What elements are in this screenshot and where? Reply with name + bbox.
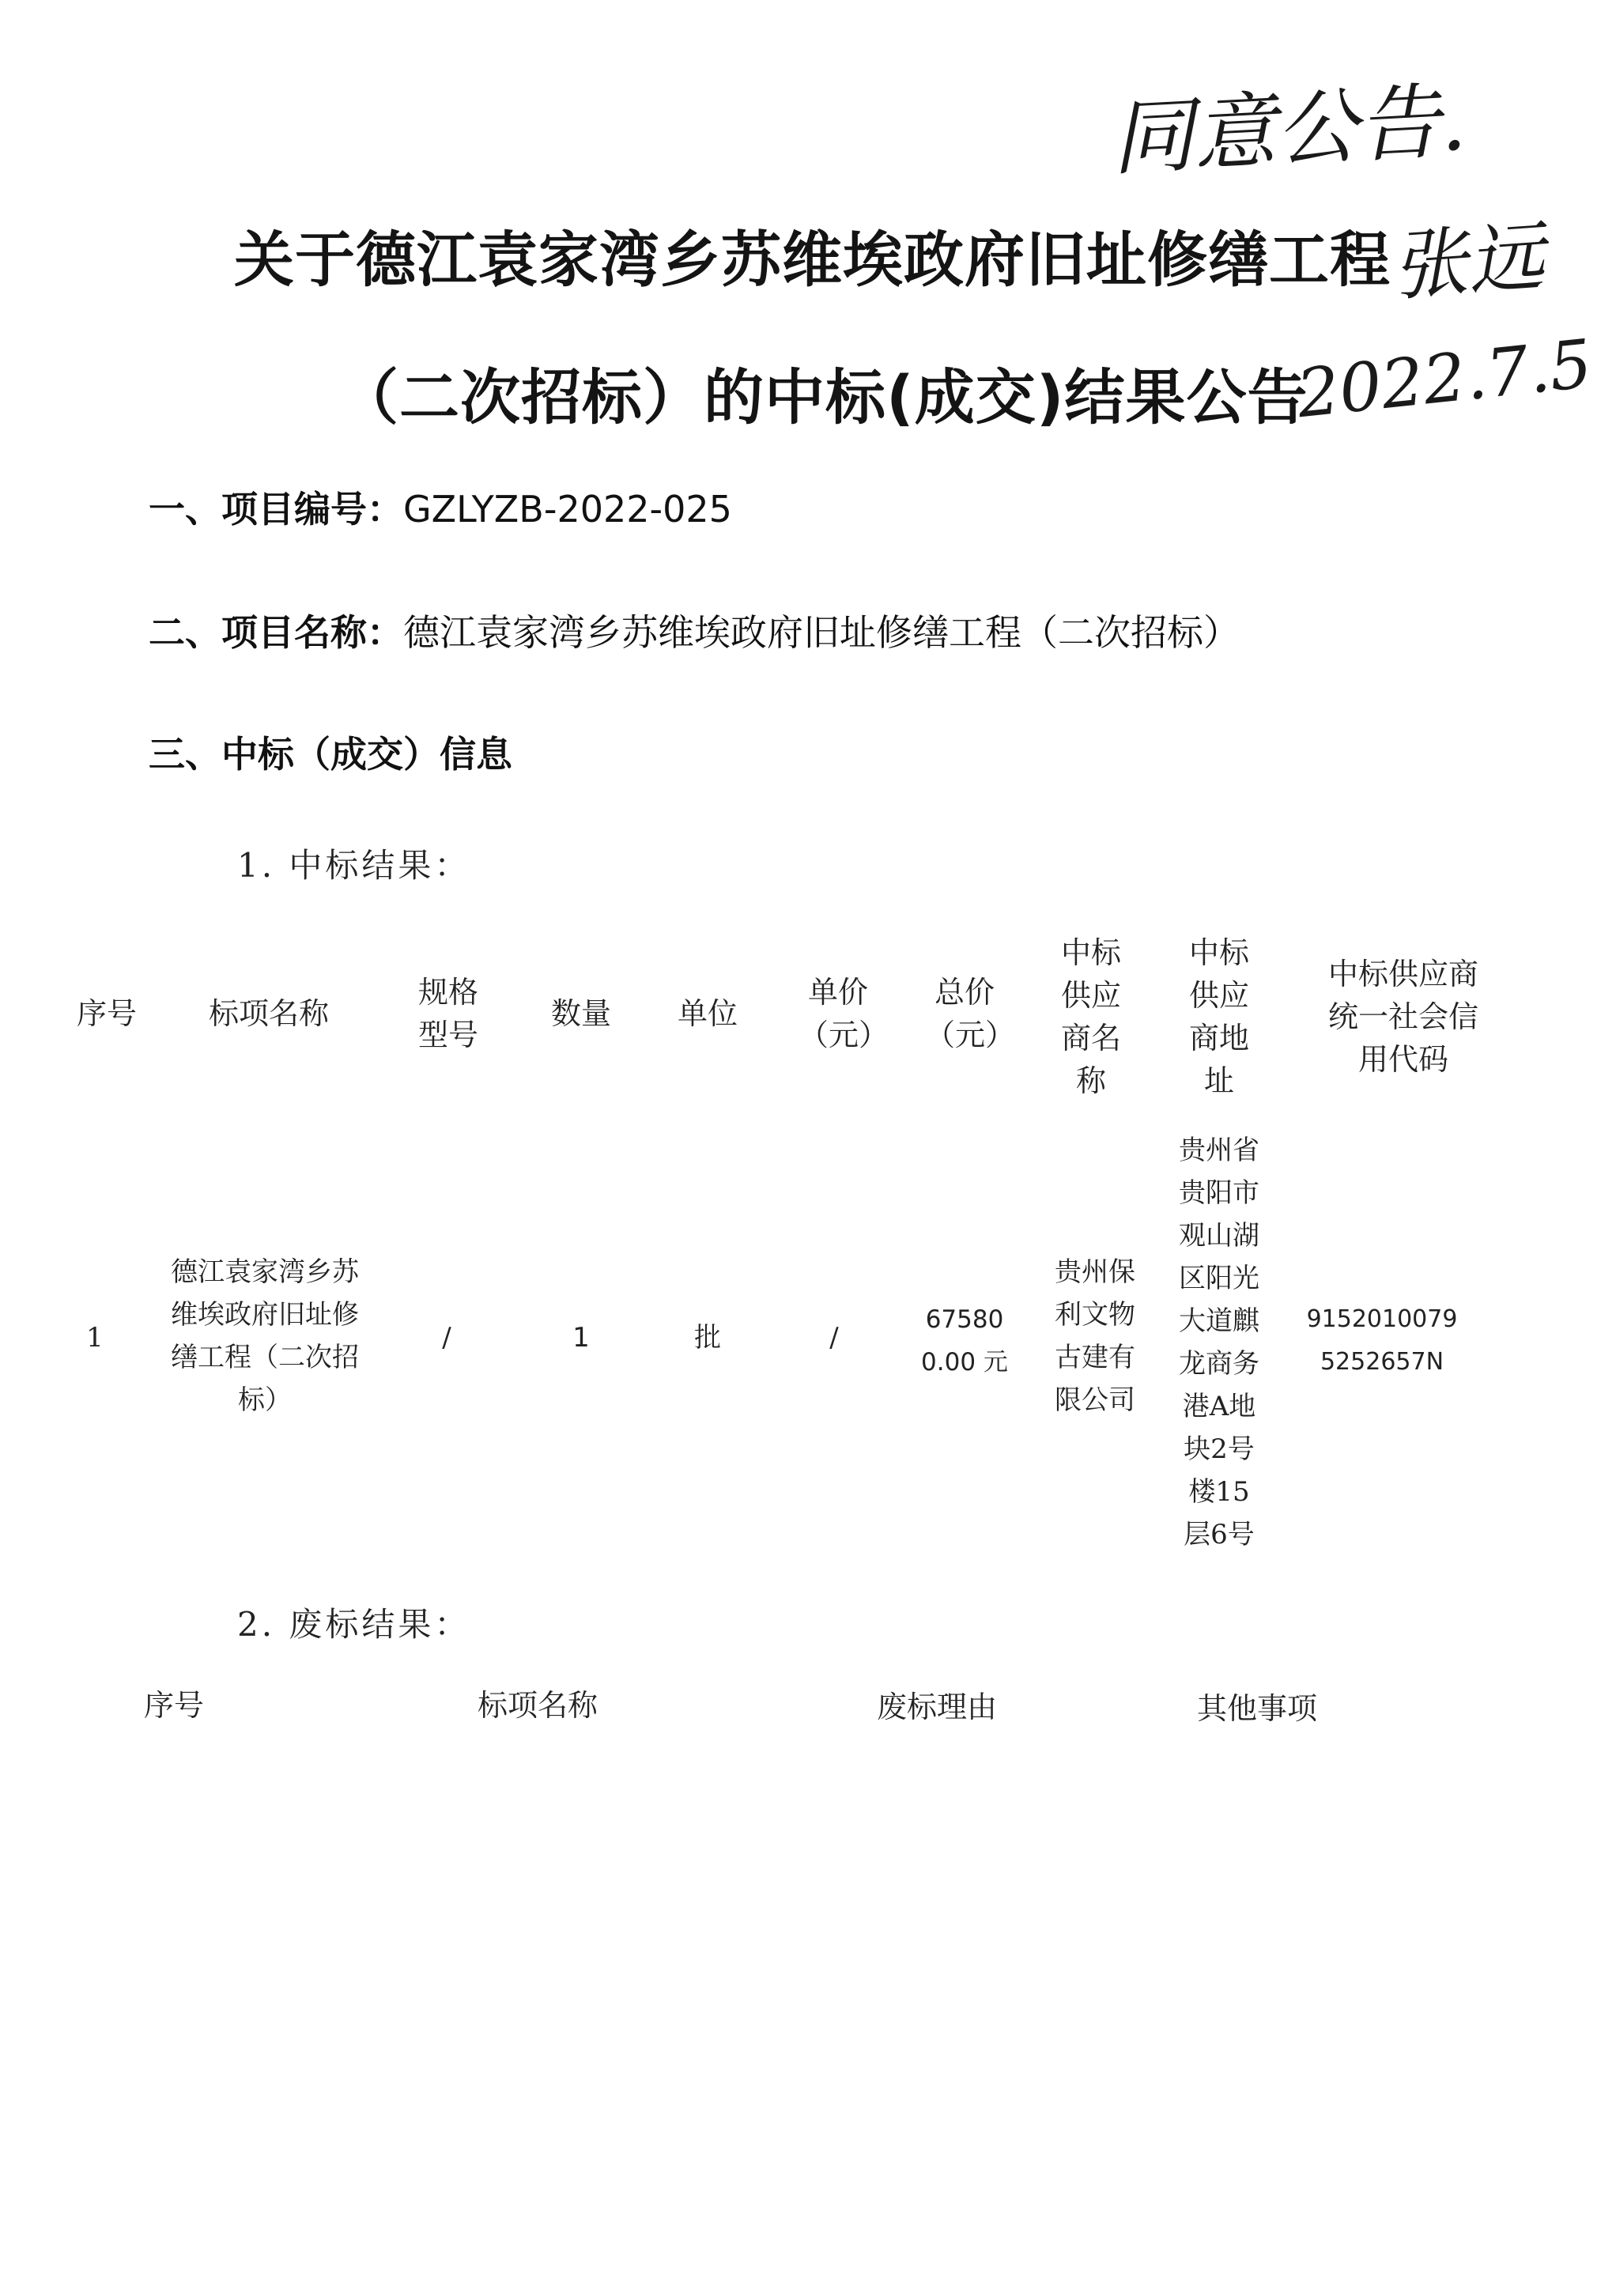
row-qty: 1 (572, 1322, 590, 1354)
section-project-name (149, 604, 1240, 656)
project-number-value: GZLYZB-2022-025 (403, 488, 732, 531)
header-unit-price: 单价（元） (799, 975, 889, 1052)
section-2-label: 二、项目名称： (149, 611, 403, 654)
header-spec: 规格型号 (417, 975, 478, 1052)
section-3-label: 三、中标（成交）信息 (149, 733, 512, 776)
section-award-info (149, 726, 512, 778)
row-spec: / (442, 1322, 451, 1354)
handwritten-signature: 张远 (1388, 212, 1547, 312)
header-qty: 数量 (550, 996, 611, 1031)
failed-header-reason: 废标理由 (876, 1690, 997, 1724)
failed-header-item-name: 标项名称 (477, 1688, 598, 1723)
handwritten-date: 2022.7.5 (1293, 324, 1596, 433)
header-item-name: 标项名称 (208, 996, 329, 1031)
failed-header-no: 序号 (143, 1688, 204, 1723)
row-unit: 批 (694, 1322, 721, 1354)
row-supplier-address: 贵州省贵阳市观山湖区阳光大道麒龙商务港A地块2号楼15层6号 (1179, 1135, 1259, 1550)
failed-header-other: 其他事项 (1196, 1691, 1317, 1726)
section-1-label: 一、项目编号： (149, 488, 403, 531)
header-supplier-address: 中标供应商地址 (1188, 935, 1249, 1098)
section-project-number (149, 481, 732, 533)
header-credit-code: 中标供应商统一社会信用代码 (1327, 957, 1478, 1077)
row-supplier-name: 贵州保利文物古建有限公司 (1055, 1256, 1135, 1416)
row-total-price: 675800.00 元 (921, 1305, 1008, 1376)
row-item-name: 德江袁家湾乡苏维埃政府旧址修缮工程（二次招标） (171, 1256, 359, 1416)
row-unit-price: / (829, 1322, 839, 1354)
handwritten-note: 同意公告. (1108, 72, 1469, 187)
header-supplier-name: 中标供应商名称 (1060, 935, 1121, 1098)
page-title-line-2: （二次招标）的中标(成交)结果公告 (338, 362, 1308, 432)
row-no: 1 (86, 1322, 104, 1354)
failed-results-subtitle: 2. 废标结果： (237, 1605, 471, 1644)
row-credit-code: 91520100795252657N (1306, 1305, 1458, 1376)
header-unit: 单位 (677, 996, 738, 1031)
page-title-line-1: 关于德江袁家湾乡苏维埃政府旧址修缮工程 (234, 225, 1391, 295)
award-results-subtitle: 1. 中标结果： (237, 846, 471, 885)
header-no: 序号 (76, 996, 137, 1031)
header-total-price: 总价（元） (925, 975, 1016, 1052)
project-name-value: 德江袁家湾乡苏维埃政府旧址修缮工程（二次招标） (403, 611, 1240, 654)
